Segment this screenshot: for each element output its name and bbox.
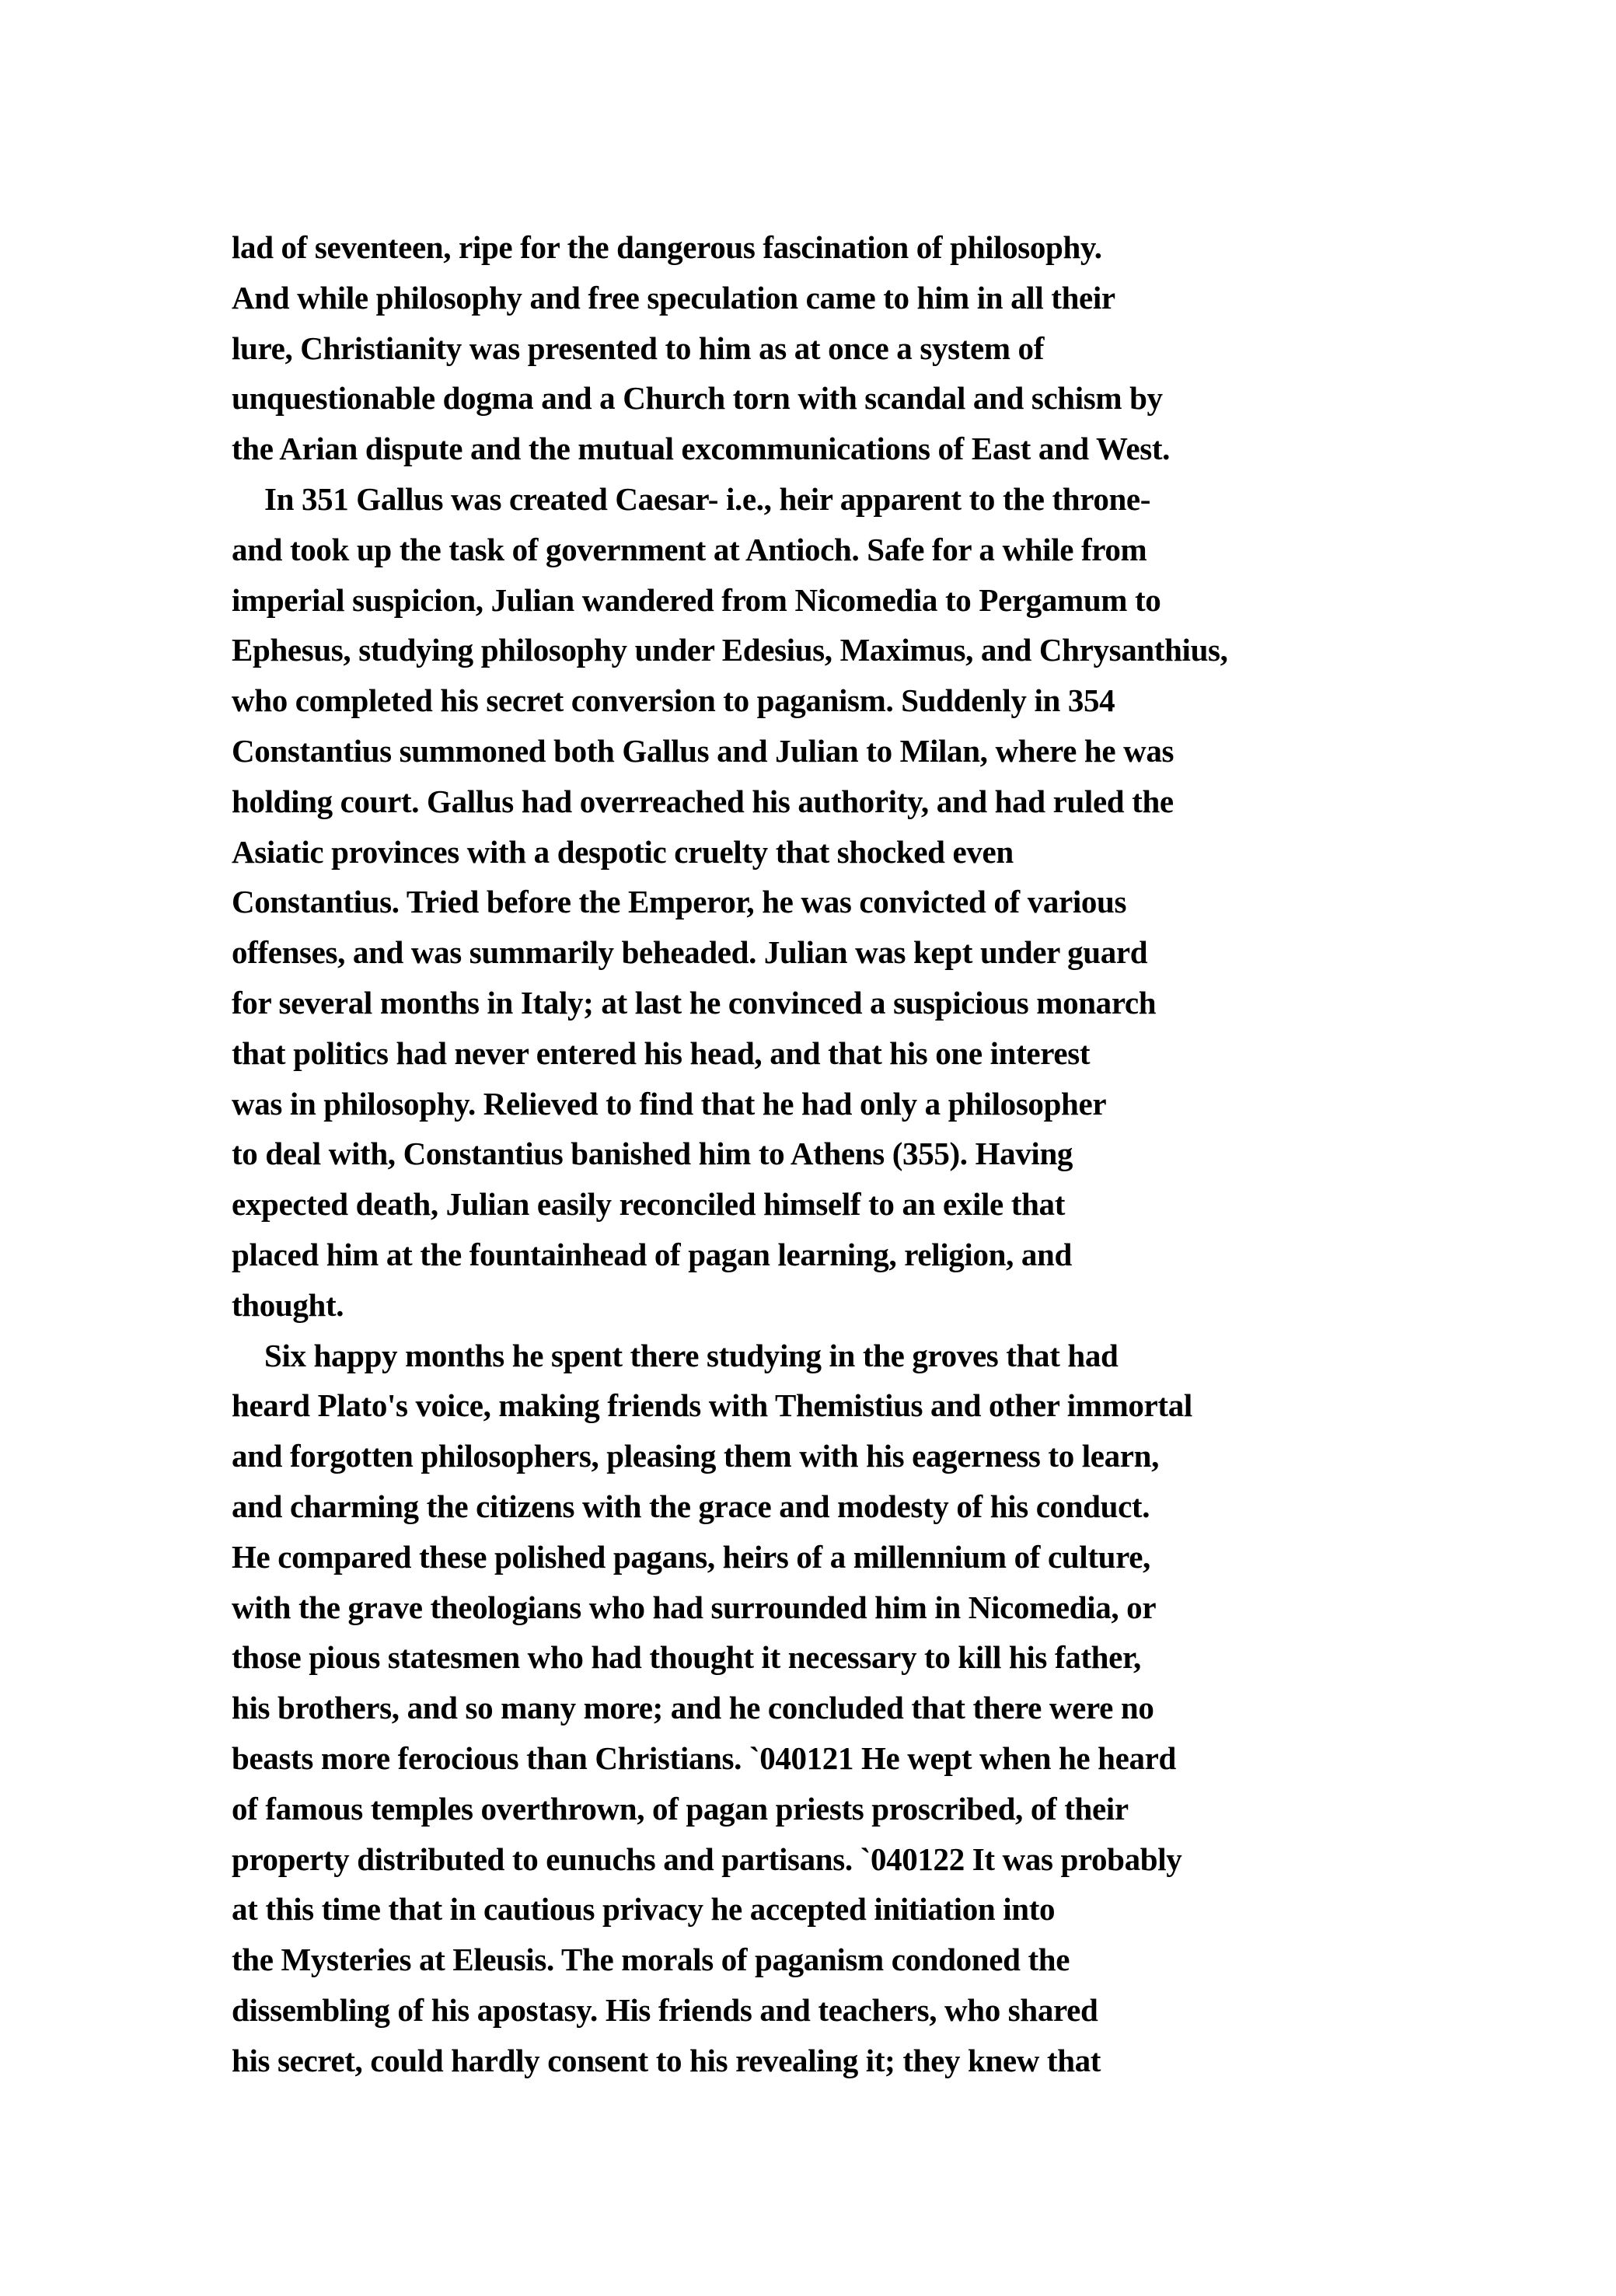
text-line: the Arian dispute and the mutual excommunications of East and West.: [232, 431, 1171, 467]
text-line: for several months in Italy; at last he convinced a suspicious monarch: [232, 984, 1157, 1021]
paragraph: [232, 222, 1600, 474]
text-line: heard Plato's voice, making friends with Themistius and other immortal: [232, 1387, 1192, 1424]
text-line: that politics had never entered his head, and that his one interest: [232, 1035, 1091, 1071]
text-line: Constantius summoned both Gallus and Julian to Milan, where he was: [232, 732, 1174, 769]
text-line: was in philosophy. Relieved to find that he had only a philosopher: [232, 1085, 1107, 1122]
text-line: his brothers, and so many more; and he concluded that there were no: [232, 1690, 1154, 1726]
text-line: his secret, could hardly consent to his revealing it; they knew that: [232, 2042, 1101, 2078]
text-line: thought.: [232, 1286, 344, 1323]
text-line: those pious statesmen who had thought it necessary to kill his father,: [232, 1639, 1141, 1676]
text-line: the Mysteries at Eleusis. The morals of paganism condoned the: [232, 1942, 1070, 1978]
text-line: In 351 Gallus was created Caesar- i.e., heir apparent to the throne-: [264, 480, 1151, 517]
text-line: unquestionable dogma and a Church torn with scandal and schism by: [232, 380, 1163, 417]
text-line: dissembling of his apostasy. His friends and teachers, who shared: [232, 1991, 1098, 2028]
text-line: He compared these polished pagans, heirs of a millennium of culture,: [232, 1538, 1150, 1575]
body-text: [232, 222, 1600, 2085]
text-line: with the grave theologians who had surrounded him in Nicomedia, or: [232, 1589, 1157, 1625]
text-line: who completed his secret conversion to paganism. Suddenly in 354: [232, 682, 1115, 719]
text-line: at this time that in cautious privacy he accepted initiation into: [232, 1891, 1056, 1928]
text-line: beasts more ferocious than Christians. `040121 He wept when he heard: [232, 1739, 1176, 1776]
text-line: of famous temples overthrown, of pagan priests proscribed, of their: [232, 1790, 1129, 1827]
text-line: and charming the citizens with the grace and modesty of his conduct.: [232, 1488, 1150, 1524]
text-line: offenses, and was summarily beheaded. Julian was kept under guard: [232, 934, 1148, 971]
text-line: Six happy months he spent there studying in the groves that had: [264, 1337, 1119, 1373]
text-line: property distributed to eunuchs and partisans. `040122 It was probably: [232, 1841, 1182, 1877]
paragraph: [232, 474, 1600, 1331]
text-line: imperial suspicion, Julian wandered from Nicomedia to Pergamum to: [232, 581, 1161, 618]
text-line: lure, Christianity was presented to him as at once a system of: [232, 330, 1045, 366]
text-line: to deal with, Constantius banished him to Athens (355). Having: [232, 1136, 1073, 1172]
text-line: and took up the task of government at Antioch. Safe for a while from: [232, 531, 1147, 567]
text-line: And while philosophy and free speculation came to him in all their: [232, 279, 1115, 316]
text-line: Constantius. Tried before the Emperor, he was convicted of various: [232, 884, 1127, 920]
text-line: and forgotten philosophers, pleasing them with his eagerness to learn,: [232, 1438, 1160, 1474]
paragraph: [232, 1331, 1600, 2086]
text-line: lad of seventeen, ripe for the dangerous fascination of philosophy.: [232, 229, 1102, 265]
text-line: Ephesus, studying philosophy under Edesius, Maximus, and Chrysanthius,: [232, 632, 1228, 668]
text-line: placed him at the fountainhead of pagan learning, religion, and: [232, 1236, 1072, 1272]
text-line: expected death, Julian easily reconciled himself to an exile that: [232, 1186, 1065, 1223]
text-line: Asiatic provinces with a despotic cruelty that shocked even: [232, 833, 1014, 870]
text-line: holding court. Gallus had overreached his authority, and had ruled the: [232, 783, 1174, 819]
